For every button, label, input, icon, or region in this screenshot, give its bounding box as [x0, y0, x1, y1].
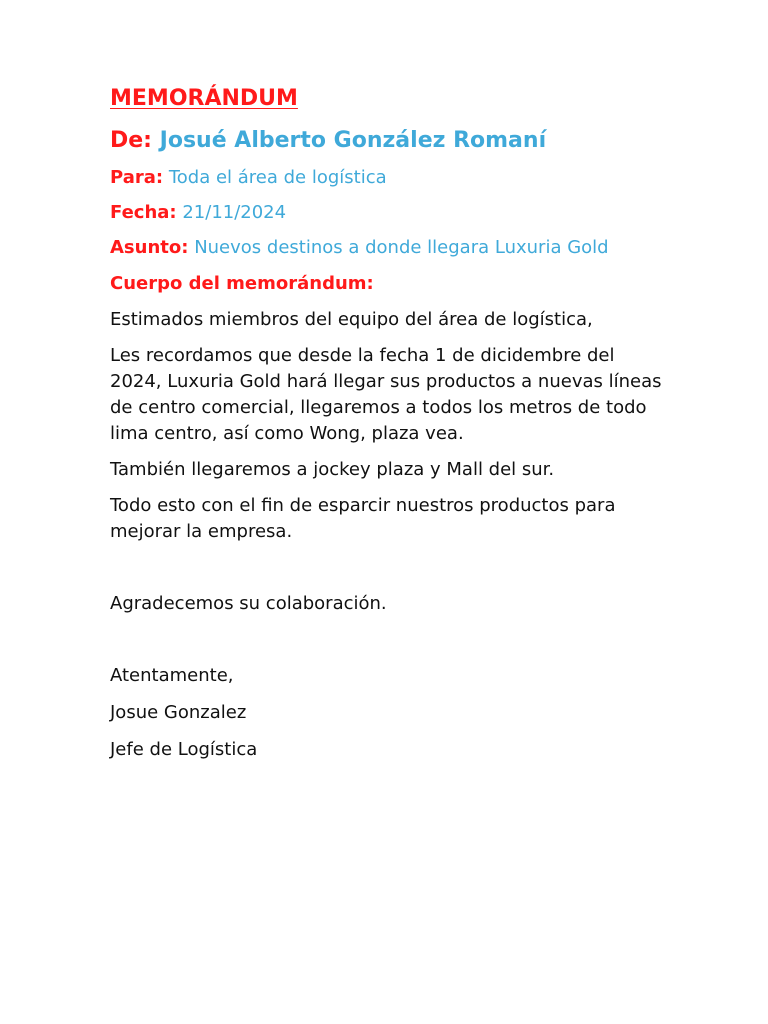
memo-title: MEMORÁNDUM: [110, 86, 298, 111]
date-value: 21/11/2024: [182, 202, 287, 223]
from-line: [110, 126, 670, 156]
subject-value: Nuevos destinos a donde llegara Luxuria Gold: [194, 237, 609, 258]
date-label: Fecha:: [110, 202, 177, 223]
to-line: [110, 165, 670, 191]
signer-title: Jefe de Logística: [110, 739, 258, 760]
to-value: Toda el área de logística: [168, 167, 387, 188]
to-label: Para:: [110, 167, 164, 188]
signer-name: Josue Gonzalez: [110, 702, 247, 723]
body-paragraph-1: Les recordamos que desde la fecha 1 de dicidembre del 2024, Luxuria Gold hará llegar sus productos a nuevas líneas de centro comercial, llegaremos a todos los metros de todo lima centro, así como Wong, plaza vea.: [110, 345, 662, 444]
thanks-text: Agradecemos su colaboración.: [110, 593, 387, 614]
body-paragraph-3: Todo esto con el fin de esparcir nuestros productos para mejorar la empresa.: [110, 495, 616, 542]
body-paragraph-2: También llegaremos a jockey plaza y Mall del sur.: [110, 459, 555, 480]
from-label: De:: [110, 128, 152, 153]
from-value: Josué Alberto González Romaní: [159, 128, 547, 153]
date-line: [110, 200, 670, 226]
greeting-text: Estimados miembros del equipo del área de logística,: [110, 309, 593, 330]
memo-document: [110, 84, 670, 763]
body-heading: Cuerpo del memorándum:: [110, 273, 374, 294]
subject-line: [110, 235, 670, 261]
closing-text: Atentamente,: [110, 665, 234, 686]
subject-label: Asunto:: [110, 237, 189, 258]
